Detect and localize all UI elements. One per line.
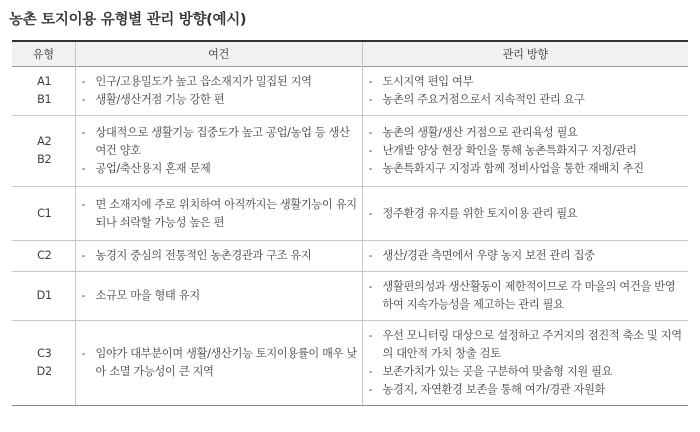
direction-list	[369, 124, 685, 178]
type-cell	[12, 241, 75, 272]
bullet-dash: -	[368, 126, 373, 139]
table-row	[12, 272, 688, 321]
direction-item	[369, 73, 685, 91]
condition-cell	[75, 321, 362, 406]
direction-list	[369, 73, 685, 109]
condition-item-text: 인구/고용밀도가 높고 읍소재지가 밀집된 지역	[95, 75, 312, 88]
condition-item-text: 공업/축산용지 혼재 문제	[95, 162, 211, 175]
condition-item	[82, 73, 358, 91]
page-title: 농촌 토지이용 유형별 관리 방향(예시)	[9, 12, 247, 28]
type-code: D2	[36, 365, 52, 378]
bullet-dash: -	[81, 197, 86, 211]
table-row	[12, 67, 688, 116]
condition-cell	[75, 241, 362, 272]
type-code: B2	[37, 153, 52, 166]
condition-list	[82, 247, 358, 265]
condition-list	[82, 124, 358, 178]
direction-item-text: 도시지역 편입 여부	[382, 75, 474, 88]
direction-item	[369, 327, 685, 363]
bullet-dash: -	[368, 280, 373, 293]
condition-cell	[75, 187, 362, 241]
direction-list	[369, 327, 685, 399]
bullet-dash: -	[81, 75, 86, 88]
condition-item-text: 면 소재지에 주로 위치하여 아직까지는 생활기능이 유지되나 쇠락할 가능성 높은 편	[95, 197, 357, 229]
direction-cell	[362, 187, 688, 241]
table-row	[12, 241, 688, 272]
condition-item-text: 농경지 중심의 전통적인 농촌경관과 구조 유지	[95, 249, 312, 262]
direction-item-text: 생활편의성과 생산활동이 제한적이므로 각 마을의 여건을 반영하여 지속가능성을 제고하는 관리 필요	[382, 280, 676, 311]
direction-item	[369, 363, 685, 381]
type-code: C3	[37, 347, 52, 360]
condition-list	[82, 73, 358, 109]
type-cell	[12, 116, 75, 187]
bullet-dash: -	[368, 383, 373, 396]
direction-item	[369, 247, 685, 265]
condition-item-text: 상대적으로 생활기능 집중도가 높고 공업/농업 등 생산여건 양호	[95, 126, 350, 157]
table-row	[12, 187, 688, 241]
condition-cell	[75, 116, 362, 187]
type-code: C2	[37, 249, 52, 262]
bullet-dash: -	[368, 162, 373, 175]
header-type: 유형	[12, 41, 75, 67]
direction-item-text: 난개발 양상 현장 확인을 통해 농촌특화지구 지정/관리	[382, 144, 637, 157]
bullet-dash: -	[368, 75, 373, 88]
management-table	[12, 40, 688, 406]
bullet-dash: -	[81, 249, 86, 262]
bullet-dash: -	[81, 126, 86, 139]
table-row	[12, 116, 688, 187]
direction-item-text: 농촌의 생활/생산 거점으로 관리육성 필요	[382, 126, 578, 139]
condition-cell	[75, 272, 362, 321]
condition-item	[82, 160, 358, 178]
header-condition: 여건	[75, 41, 362, 67]
direction-list	[369, 278, 685, 314]
bullet-dash: -	[368, 365, 373, 378]
direction-item-text: 농촌특화지구 지정과 함께 정비사업을 통한 재배치 추진	[382, 162, 644, 175]
header-row	[12, 41, 688, 67]
direction-item-text: 농촌의 주요거점으로서 지속적인 관리 요구	[382, 93, 585, 106]
direction-item-text: 생산/경관 측면에서 우량 농지 보전 관리 집중	[382, 249, 595, 262]
direction-item-text: 농경지, 자연환경 보존을 통해 여가/경관 자원화	[382, 383, 606, 396]
table-row	[12, 321, 688, 406]
type-cell	[12, 321, 75, 406]
condition-list	[82, 196, 358, 232]
direction-cell	[362, 272, 688, 321]
bullet-dash: -	[81, 93, 86, 106]
condition-list	[82, 345, 358, 381]
direction-item	[369, 278, 685, 314]
direction-item-text: 우선 모니터링 대상으로 설정하고 주거지의 점진적 축소 및 지역의 대안적 가치 창출 검토	[382, 329, 682, 360]
condition-item	[82, 196, 358, 232]
table-body	[12, 67, 688, 406]
bullet-dash: -	[368, 93, 373, 106]
condition-item	[82, 287, 358, 305]
condition-item-text: 소규모 마을 형태 유지	[95, 289, 200, 302]
bullet-dash: -	[368, 206, 373, 220]
condition-list	[82, 287, 358, 305]
bullet-dash: -	[368, 144, 373, 157]
type-code: D1	[36, 289, 52, 302]
direction-item	[369, 381, 685, 399]
direction-item	[369, 91, 685, 109]
condition-item	[82, 124, 358, 160]
bullet-dash: -	[81, 162, 86, 175]
type-code: A1	[37, 75, 52, 88]
direction-item-text: 정주환경 유지를 위한 토지이용 관리 필요	[382, 206, 578, 220]
condition-item-text: 생활/생산거점 기능 강한 편	[95, 93, 225, 106]
bullet-dash: -	[81, 347, 86, 360]
type-code: C1	[37, 206, 52, 220]
header-direction: 관리 방향	[362, 41, 688, 67]
direction-list	[369, 247, 685, 265]
table-header	[12, 41, 688, 67]
type-cell	[12, 272, 75, 321]
direction-cell	[362, 241, 688, 272]
direction-cell	[362, 321, 688, 406]
bullet-dash: -	[81, 289, 86, 302]
condition-item-text: 임야가 대부분이며 생활/생산기능 토지이용률이 매우 낮아 소멸 가능성이 큰 지역	[95, 347, 357, 378]
direction-item	[369, 142, 685, 160]
bullet-dash: -	[368, 249, 373, 262]
type-cell	[12, 67, 75, 116]
direction-item	[369, 205, 685, 223]
condition-cell	[75, 67, 362, 116]
direction-item	[369, 124, 685, 142]
direction-item	[369, 160, 685, 178]
direction-cell	[362, 116, 688, 187]
direction-item-text: 보존가치가 있는 곳을 구분하여 맞춤형 지원 필요	[382, 365, 613, 378]
direction-list	[369, 205, 685, 223]
type-code: B1	[37, 93, 52, 106]
condition-item	[82, 91, 358, 109]
condition-item	[82, 247, 358, 265]
condition-item	[82, 345, 358, 381]
bullet-dash: -	[368, 329, 373, 342]
direction-cell	[362, 67, 688, 116]
type-cell	[12, 187, 75, 241]
type-code: A2	[37, 135, 52, 148]
